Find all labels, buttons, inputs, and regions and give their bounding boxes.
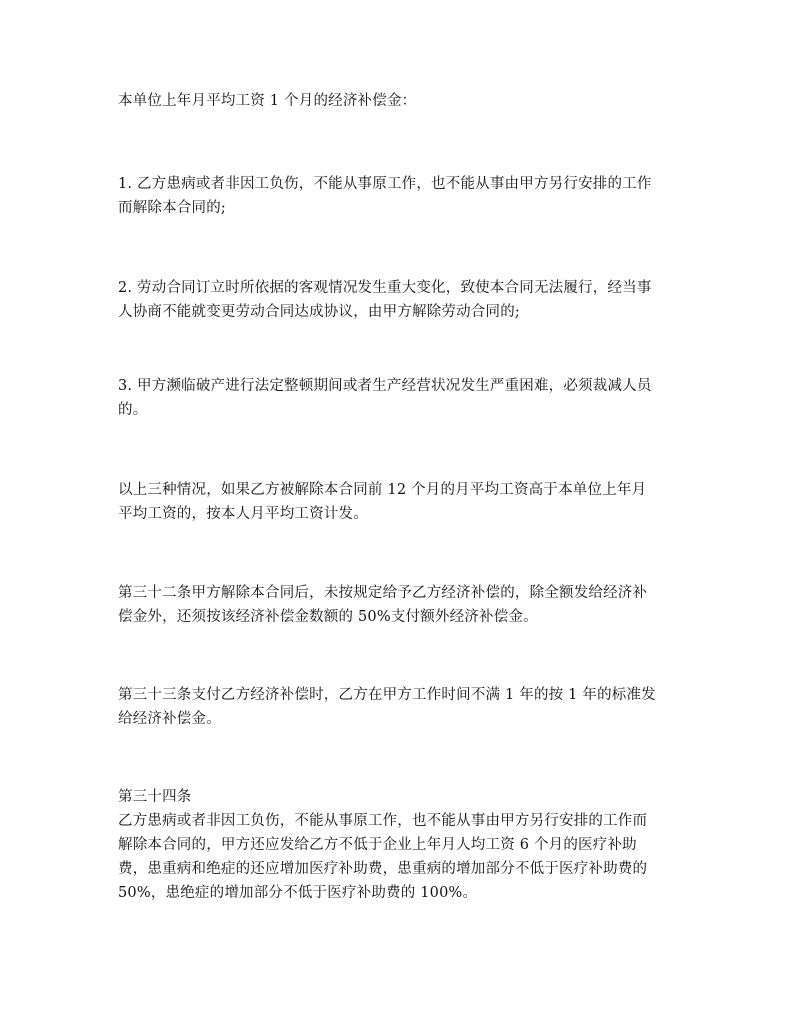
text-line: 第三十三条支付乙方经济补偿时，乙方在甲方工作时间不满 1 年的按 1 年的标准发 [118, 687, 656, 703]
text-line: 1. 乙方患病或者非因工负伤，不能从事原工作，也不能从事由甲方另行安排的工作 [118, 176, 652, 192]
article-heading: 第三十四条 [118, 789, 192, 805]
text-line: 的。 [118, 402, 148, 418]
text-line: 平均工资的，按本人月平均工资计发。 [118, 506, 368, 522]
text-line: 本单位上年月平均工资 1 个月的经济补偿金： [118, 93, 417, 109]
text-line: 给经济补偿金。 [118, 711, 221, 727]
text-line: 而解除本合同的; [118, 200, 226, 216]
text-line: 3. 甲方濒临破产进行法定整顿期间或者生产经营状况发生严重困难，必须裁减人员 [118, 378, 652, 394]
text-line: 乙方患病或者非因工负伤，不能从事原工作，也不能从事由甲方另行安排的工作而 [118, 813, 648, 829]
text-line: 偿金外，还须按该经济补偿金数额的 50%支付额外经济补偿金。 [118, 609, 538, 625]
paragraph-article-32 [118, 581, 688, 629]
paragraph-intro [118, 89, 688, 113]
paragraph-item-2 [118, 276, 688, 324]
text-line: 2. 劳动合同订立时所依据的客观情况发生重大变化，致使本合同无法履行，经当事 [118, 280, 652, 296]
text-line: 人协商不能就变更劳动合同达成协议，由甲方解除劳动合同的; [118, 304, 520, 320]
paragraph-item-3 [118, 374, 688, 422]
text-line: 费，患重病和绝症的还应增加医疗补助费，患重病的增加部分不低于医疗补助费的 [118, 861, 648, 877]
paragraph-summary [118, 478, 688, 526]
paragraph-article-33 [118, 683, 688, 731]
text-line: 第三十二条甲方解除本合同后，未按规定给予乙方经济补偿的，除全额发给经济补 [118, 585, 648, 601]
text-line: 以上三种情况，如果乙方被解除本合同前 12 个月的月平均工资高于本单位上年月 [118, 482, 647, 498]
paragraph-article-34 [118, 785, 688, 905]
text-line: 解除本合同的，甲方还应发给乙方不低于企业上年月人均工资 6 个月的医疗补助 [118, 837, 637, 853]
text-line: 50%，患绝症的增加部分不低于医疗补助费的 100%。 [118, 885, 478, 901]
paragraph-item-1 [118, 172, 688, 220]
